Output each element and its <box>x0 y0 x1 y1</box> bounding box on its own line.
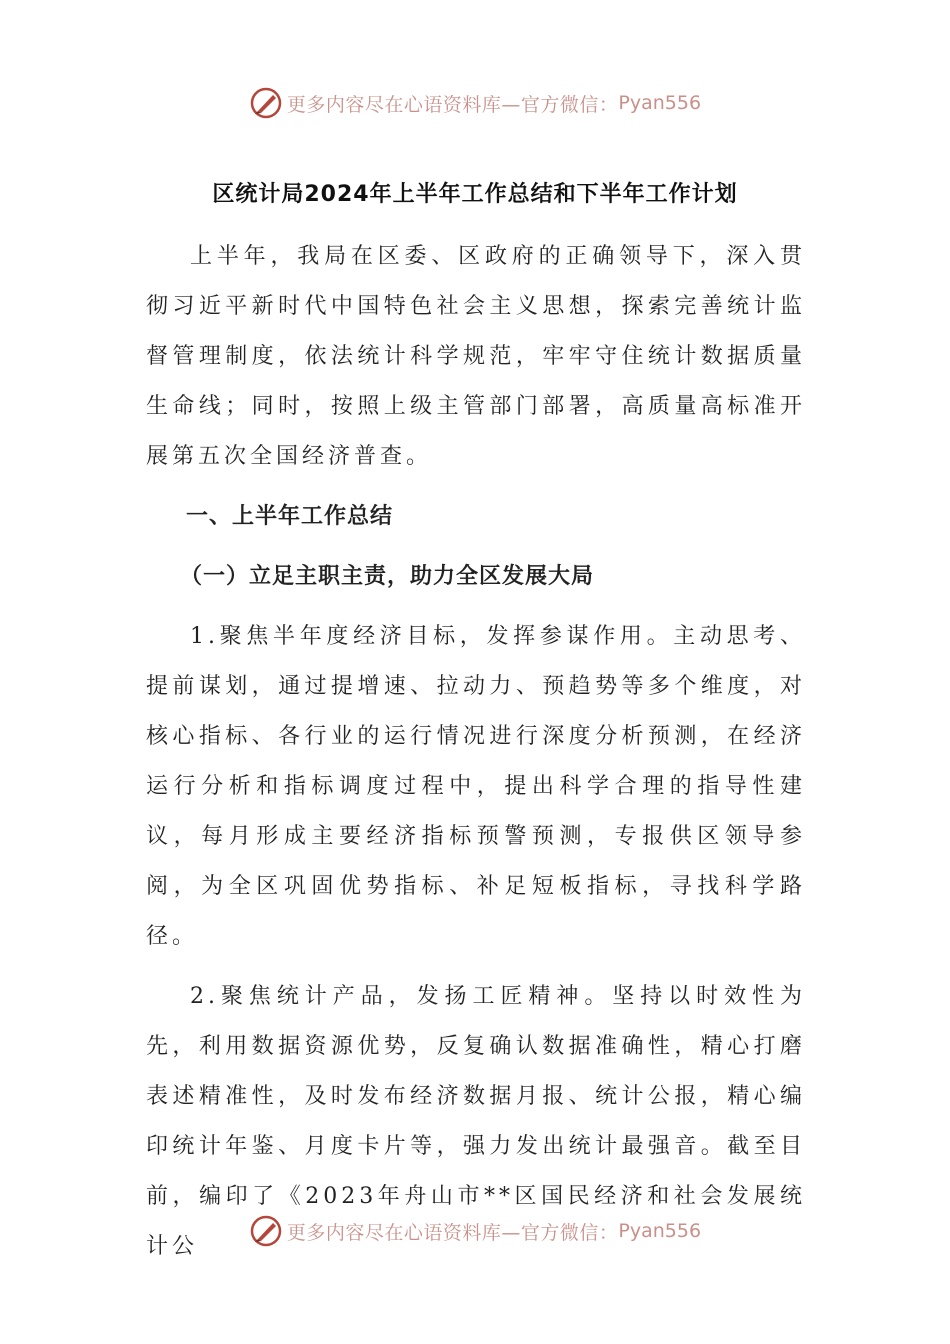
intro-paragraph: 上半年，我局在区委、区政府的正确领导下，深入贯彻习近平新时代中国特色社会主义思想，探索完善统计监督管理制度，依法统计科学规范，牢牢守住统计数据质量生命线；同时，按照上级主管部门部署，高质量高标准开展第五次全国经济普查。 <box>146 244 806 469</box>
watermark-header <box>0 83 950 123</box>
watermark-text: 更多内容尽在心语资料库—官方微信： <box>286 1221 619 1244</box>
watermark-handle: Pyan556 <box>618 92 702 114</box>
section-heading: 一、上半年工作总结 <box>186 504 394 529</box>
item-paragraph-1: 1.聚焦半年度经济目标，发挥参谋作用。主动思考、提前谋划，通过提增速、拉动力、预趋势等多个维度，对核心指标、各行业的运行情况进行深度分析预测，在经济运行分析和指标调度过程中，提出科学合理的指导性建议，每月形成主要经济指标预警预测，专报供区领导参阅，为全区巩固优势指标、补足短板指标，寻找科学路径。 <box>146 624 806 949</box>
watermark-footer <box>0 1211 950 1251</box>
subsection-heading: （一）立足主职主责，助力全区发展大局 <box>180 564 595 589</box>
document-title: 区统计局2024年上半年工作总结和下半年工作计划 <box>212 182 738 207</box>
pen-logo-icon <box>249 86 283 120</box>
pen-logo-icon <box>249 1214 283 1248</box>
document-body <box>146 232 806 1282</box>
item-paragraph-2: 2.聚焦统计产品，发扬工匠精神。坚持以时效性为先，利用数据资源优势，反复确认数据准确性，精心打磨表述精准性，及时发布经济数据月报、统计公报，精心编印统计年鉴、月度卡片等，强力发出统计最强音。截至目前，编印了《2023年舟山市**区国民经济和社会发展统计公 <box>146 984 806 1259</box>
watermark-text: 更多内容尽在心语资料库—官方微信： <box>286 93 619 116</box>
watermark-handle: Pyan556 <box>618 1220 702 1242</box>
